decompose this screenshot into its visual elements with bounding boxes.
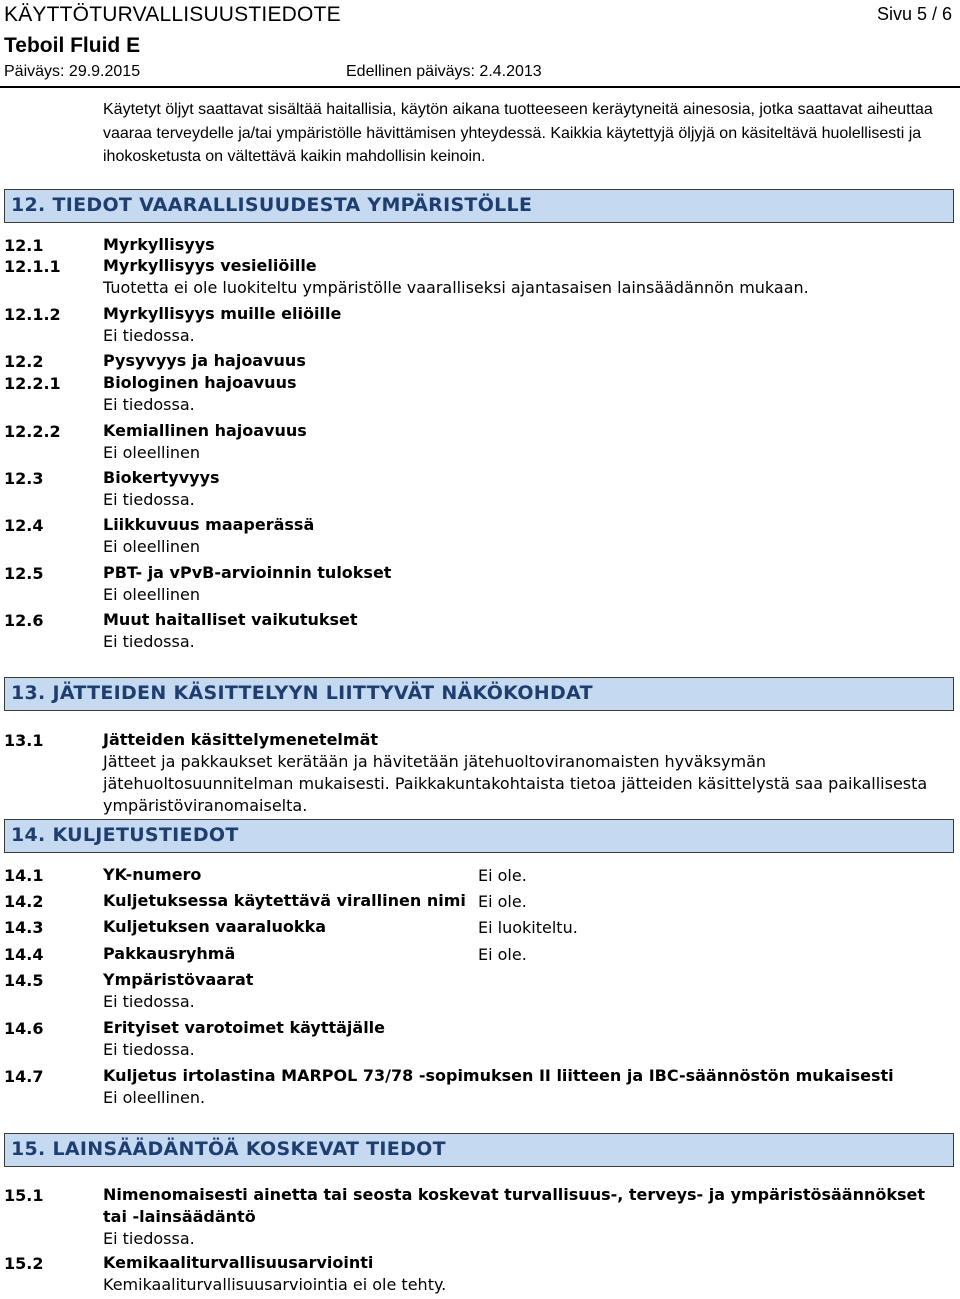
- item-number: 14.1: [4, 866, 44, 885]
- item-number: 13.1: [4, 731, 44, 750]
- revision-date: Päiväys: 29.9.2015: [4, 63, 141, 80]
- item-value: Ei tiedossa.: [103, 395, 195, 414]
- item-value: Ei oleellinen: [103, 443, 201, 462]
- document-title: KÄYTTÖTURVALLISUUSTIEDOTE: [4, 3, 341, 26]
- item-number: 15.2: [4, 1254, 44, 1273]
- section-15-title: 15. LAINSÄÄDÄNTÖÄ KOSKEVAT TIEDOT: [11, 1138, 446, 1160]
- item-title: PBT- ja vPvB-arvioinnin tulokset: [103, 563, 392, 582]
- item-number: 14.3: [4, 918, 44, 937]
- item-title: Erityiset varotoimet käyttäjälle: [103, 1018, 386, 1037]
- previous-revision-date: Edellinen päiväys: 2.4.2013: [346, 63, 542, 80]
- item-title: Myrkyllisyys: [103, 235, 215, 254]
- item-number: 14.2: [4, 892, 44, 911]
- item-number: 14.7: [4, 1067, 44, 1086]
- item-number: 12.1.2: [4, 305, 61, 324]
- intro-paragraph: Käytetyt öljyt saattavat sisältää haitallisia, käytön aikana tuotteeseen keräytyneitä ainesosia, jotka saattavat aiheuttaa vaaraa terveydelle ja/tai ympäristölle hävittämisen yhteydessä. Kaikkia käytettyjä öljyjä on käsiteltävä huolellisesti ja ihokosketusta on vältettävä kaikin mahdollisin keinoin.: [103, 101, 933, 165]
- item-value: Tuotetta ei ole luokiteltu ympäristölle vaaralliseksi ajantasaisen lainsäädännön mukaan.: [103, 278, 809, 297]
- item-value: Ei luokiteltu.: [478, 918, 578, 937]
- item-number: 12.4: [4, 516, 44, 535]
- item-title: Biologinen hajoavuus: [103, 373, 297, 392]
- item-number: 14.5: [4, 971, 44, 990]
- item-number: 14.4: [4, 945, 44, 964]
- item-number: 12.3: [4, 469, 44, 488]
- item-value: Ei ole.: [478, 866, 527, 885]
- item-number: 12.2.1: [4, 374, 61, 393]
- item-value: Ei tiedossa.: [103, 992, 195, 1011]
- section-14-title: 14. KULJETUSTIEDOT: [11, 824, 239, 846]
- product-name: Teboil Fluid E: [4, 34, 141, 57]
- item-number: 12.2: [4, 352, 44, 371]
- item-title: Muut haitalliset vaikutukset: [103, 610, 358, 629]
- item-number: 15.1: [4, 1186, 44, 1205]
- item-number: 12.5: [4, 564, 44, 583]
- item-value: Ei oleellinen: [103, 585, 201, 604]
- item-value: Ei tiedossa.: [103, 1040, 195, 1059]
- item-number: 12.2.2: [4, 422, 61, 441]
- item-title: Biokertyvyys: [103, 468, 220, 487]
- item-title: Kemikaaliturvallisuusarviointi: [103, 1253, 374, 1272]
- item-title: Kemiallinen hajoavuus: [103, 421, 307, 440]
- section-15-header: [4, 1133, 954, 1167]
- item-value: Kemikaaliturvallisuusarviointia ei ole tehty.: [103, 1275, 447, 1294]
- item-value: Ei ole.: [478, 892, 527, 911]
- item-number: 12.1: [4, 236, 44, 255]
- item-value: Ei tiedossa.: [103, 632, 195, 651]
- section-13-title: 13. JÄTTEIDEN KÄSITTELYYN LIITTYVÄT NÄKÖKOHDAT: [11, 682, 593, 704]
- item-title: Kuljetuksen vaaraluokka: [103, 917, 326, 936]
- item-title: Pysyvyys ja hajoavuus: [103, 351, 306, 370]
- item-number: 12.1.1: [4, 257, 61, 276]
- item-title: Liikkuvuus maaperässä: [103, 515, 315, 534]
- section-14-header: [4, 819, 954, 853]
- header-divider: [0, 86, 960, 88]
- item-title: Myrkyllisyys muille eliöille: [103, 304, 342, 323]
- section-12-header: [4, 189, 954, 223]
- page-number: Sivu 5 / 6: [876, 4, 952, 24]
- item-value: Ei ole.: [478, 945, 527, 964]
- item-title: YK-numero: [103, 865, 202, 884]
- item-title: Ympäristövaarat: [103, 970, 254, 989]
- item-number: 14.6: [4, 1019, 44, 1038]
- item-value: Ei tiedossa.: [103, 326, 195, 345]
- item-value: Ei oleellinen: [103, 537, 201, 556]
- item-title: Kuljetus irtolastina MARPOL 73/78 -sopimuksen II liitteen ja IBC-säännöstön mukaisesti: [103, 1066, 894, 1085]
- item-title: Jätteiden käsittelymenetelmät: [103, 730, 379, 749]
- item-value: Ei oleellinen.: [103, 1088, 206, 1107]
- item-title: Nimenomaisesti ainetta tai seosta koskevat turvallisuus-, terveys- ja ympäristösäännökset tai -lainsäädäntö: [103, 1185, 926, 1226]
- item-title: Myrkyllisyys vesieliöille: [103, 256, 317, 275]
- item-number: 12.6: [4, 611, 44, 630]
- item-value: Ei tiedossa.: [103, 490, 195, 509]
- item-value: Ei tiedossa.: [103, 1229, 195, 1248]
- section-12-title: 12. TIEDOT VAARALLISUUDESTA YMPÄRISTÖLLE: [11, 194, 533, 216]
- item-title: Pakkausryhmä: [103, 944, 236, 963]
- item-title: Kuljetuksessa käytettävä virallinen nimi: [103, 891, 466, 910]
- item-value: Jätteet ja pakkaukset kerätään ja hävitetään jätehuoltoviranomaisten hyväksymän jätehuoltosuunnitelman mukaisesti. Paikkakuntakohtaista tietoa jätteiden käsittelystä saa paikallisesta ympäristöviranomaiselta.: [103, 752, 928, 815]
- section-13-header: [4, 677, 954, 711]
